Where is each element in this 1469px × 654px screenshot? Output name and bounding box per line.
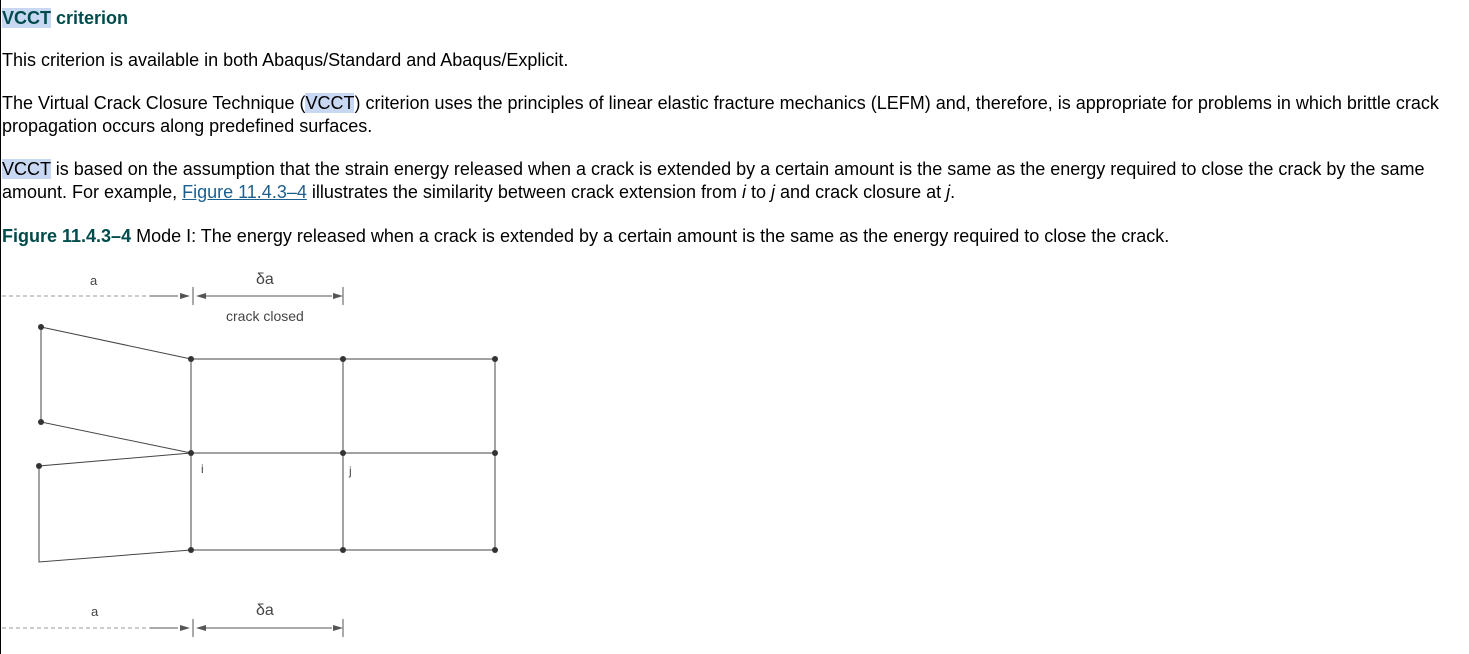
section-heading (2, 6, 128, 30)
assumption-to: to (746, 182, 772, 202)
bottom-arrow-da-right (333, 625, 343, 631)
node (38, 324, 44, 330)
assumption-text-2: illustrates the similarity between crack extension from (306, 182, 743, 202)
description-paragraph (2, 92, 1467, 138)
node (188, 547, 194, 553)
figure-caption-text: Mode I: The energy released when a crack is extended by a certain amount is the same as the energy required to close the crack. (131, 226, 1170, 246)
bottom-label-delta-a: δa (256, 602, 274, 619)
bottom-arrow-da-left (196, 625, 206, 631)
vcct-diagram (0, 262, 560, 654)
node-j (340, 450, 346, 456)
node (492, 547, 498, 553)
heading-rest: criterion (51, 8, 129, 28)
lower-crack-face (39, 453, 191, 562)
top-arrow-da-left (196, 293, 206, 299)
top-arrow-da-right (333, 293, 343, 299)
mesh-nodes (36, 324, 498, 553)
top-label-a: a (90, 273, 98, 288)
node (188, 356, 194, 362)
crack-closed-label: crack closed (226, 308, 304, 324)
node-i-ref: i (742, 182, 747, 202)
assumption-end: . (950, 182, 956, 202)
node (340, 547, 346, 553)
assumption-text-3: and crack closure at (775, 182, 947, 202)
description-text-after: ) criterion uses the principles of linear elastic fracture mechanics (LEFM) and, therefore, is appropriate for problems in which brittle crack propagation occurs along predefined surfaces. (2, 93, 1439, 136)
figure-caption (2, 225, 1467, 248)
assumption-paragraph (2, 158, 1467, 204)
top-label-delta-a: δa (256, 271, 274, 288)
node-j-ref-2: j (946, 182, 951, 202)
figure-caption-label: Figure 11.4.3–4 (2, 226, 132, 246)
upper-crack-face (41, 327, 191, 453)
figure-link[interactable]: Figure 11.4.3–4 (182, 182, 307, 202)
node-i (188, 450, 194, 456)
node (492, 356, 498, 362)
node (36, 463, 42, 469)
bottom-label-a: a (91, 604, 99, 619)
bottom-arrow-a-head (180, 625, 190, 631)
assumption-text: is based on the assumption that the strain energy released when a crack is extended by a certain amount is the same as the energy required to close the crack by the same amount. For example, (2, 159, 1425, 202)
node-label-j: j (349, 464, 352, 478)
assumption-highlight: VCCT (2, 159, 51, 179)
node (492, 450, 498, 456)
node (38, 419, 44, 425)
availability-paragraph: This criterion is available in both Abaqus/Standard and Abaqus/Explicit. (2, 50, 569, 70)
heading-highlight: VCCT (2, 8, 51, 28)
vcct-figure (0, 262, 560, 654)
node (340, 356, 346, 362)
node-j-ref: j (771, 182, 776, 202)
description-highlight: VCCT (305, 93, 355, 113)
node-label-i: i (201, 462, 204, 476)
description-text-before: The Virtual Crack Closure Technique ( (2, 93, 306, 113)
top-arrow-a-head (180, 293, 190, 299)
